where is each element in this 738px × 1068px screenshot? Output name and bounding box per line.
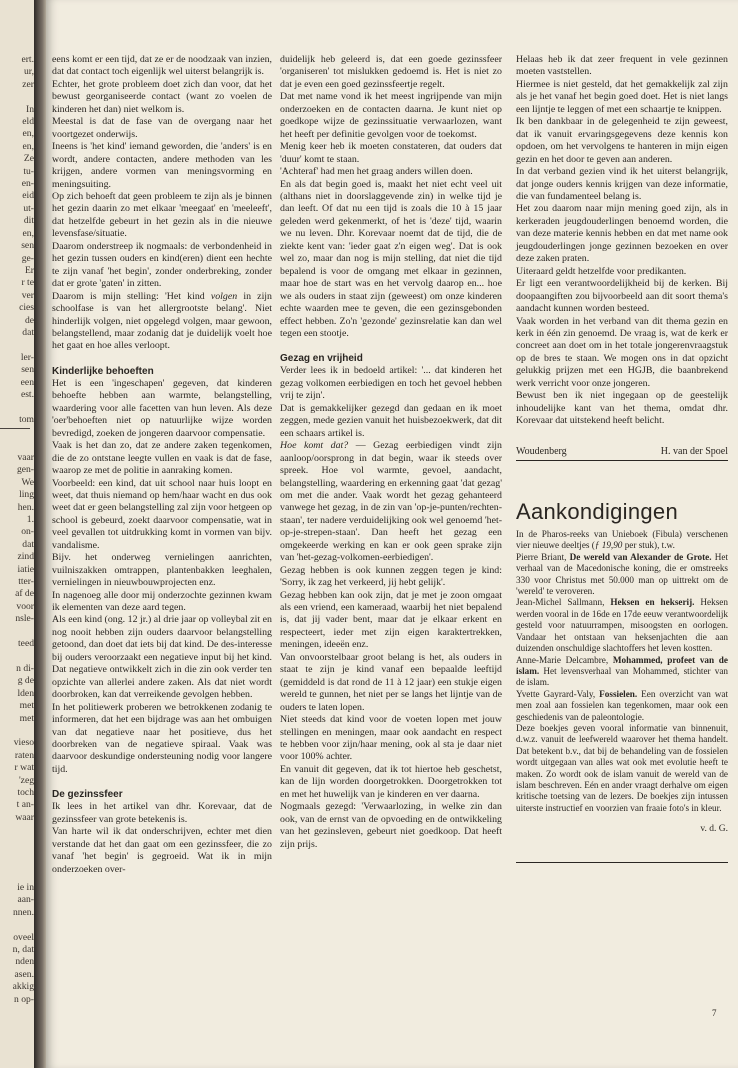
announcement-item [516, 597, 728, 654]
fragment-line: ler- [20, 351, 34, 363]
fragment-line: waar [15, 811, 34, 823]
fragment-line [2, 91, 34, 103]
section-heading: Gezag en vrijheid [280, 353, 363, 365]
announcement-divider [516, 862, 728, 863]
previous-page-strip [0, 0, 34, 1068]
fragment-line: on- [21, 526, 34, 538]
fragment-line [2, 626, 34, 638]
paragraph: eens komt er een tijd, dat ze er de noodzaak van inzien, dat dat contact toch eigenlijk wel uiterst belangrijk is. [52, 54, 272, 78]
paragraph: duidelijk heb geleerd is, dat een goede gezinssfeer 'organiseren' tot mislukken gedoemd is. Het is niet zo dat je even een goed gezinssfeertje regelt. [280, 54, 502, 90]
fragment-line: en, [22, 227, 34, 239]
paragraph: Helaas heb ik dat zeer frequent in vele gezinnen moeten vaststellen. [516, 54, 728, 78]
fragment-line: nden [15, 956, 34, 968]
fragment-line: en- [21, 178, 34, 190]
announcement-paragraph: Deze boekjes geven vooral informatie van binnenuit, d.w.z. vanuit de leefwereld waarover het thema handelt. Dat betekent b.v., dat bij de behandeling van de fossielen wordt uitgegaan van alles wat ook met evolutie heeft te maken. Zo wordt ook de islam vanuit de wereld van de islam beschreven. Eén en ander vraagt derhalve om eigen kritische toetsing van de lezers. De boekjes zijn intussen uiterste instructief en voorzien van fraaie foto's in kleur. [516, 722, 728, 813]
paragraph: In het politiewerk proberen we betrokkenen zodanig te informeren, dat het een bijdrage was aan het ombuigen van dat negatieve naar het positieve, dus het doorbreken van de negatieve spiraal. Vaak was daarvoor deskundige ondersteuning nodig voor langere tijd. [52, 701, 272, 775]
fragment-line: oveel [13, 931, 34, 943]
fragment-line: aan- [17, 894, 34, 906]
fragment-line: dat [22, 326, 34, 338]
signature-place: Woudenberg [516, 445, 567, 457]
fragment-line: met [19, 700, 34, 712]
fragment-line: vieso [13, 737, 34, 749]
book-author: Anne-Marie Delcambre, [516, 654, 613, 665]
fragment-line: Ze [23, 153, 34, 165]
book-title: Fossielen. [599, 688, 638, 699]
paragraph: Bijv. het onderweg vernielingen aanrichten, vuilniszakken omtrappen, plantenbakken leeghalen, vernielingen in nieuwbouwprojecten enz. [52, 552, 272, 589]
fragment-line: 1. [26, 514, 34, 526]
paragraph: Op zich behoeft dat geen probleem te zijn als je binnen het gezin daarin zo met elkaar 'meegaat' en 'meeleeft', dat hetzelfde gebeurt in het gezin als in die nieuwe levensfase/situatie. [52, 190, 272, 240]
paragraph: In nagenoeg alle door mij onderzochte gezinnen kwam ik elementen van deze aard tegen. [52, 589, 272, 614]
paragraph: Er ligt een verantwoordelijkheid bij de kerken. Bij doopaangiften zou bijvoorbeeld aan dit soort thema's aandacht kunnen worden besteed. [516, 278, 728, 315]
fragment-line: met [19, 712, 34, 724]
section-heading: Kinderlijke behoeften [52, 365, 154, 377]
paragraph: Het is een 'ingeschapen' gegeven, dat kinderen behoefte hebben aan warmte, belangstelling, waardering voor alle facetten van hun leven. Als deze 'oer'behoeften niet op natuurlijke wijze worden bevredigd, zoeken de jongeren daarvoor compensatie. [52, 377, 272, 439]
book-author: Yvette Gayrard-Valy, [516, 688, 600, 699]
announcement-intro [516, 529, 728, 552]
fragment-line: de [24, 314, 34, 326]
fragment-line: lden [17, 687, 34, 699]
text: Daarom is mijn stelling: 'Het kind [52, 290, 211, 302]
book-author: Jean-Michel Sallmann, [516, 597, 611, 608]
paragraph: 'Achteraf' had men het graag anders willen doen. [280, 166, 473, 178]
fragment-line: teed [18, 638, 34, 650]
fragment-line: In [26, 103, 34, 115]
text: per stuk), t.w. [622, 540, 675, 551]
fragment-line: af de [15, 588, 34, 600]
book-description: Heksen werden vooral in de 16de en 17de eeuw verantwoordelijk gesteld voor natuurrampen, misoogsten en oorlogen. Vandaar het ontstaan van heksenjachten die aan duizenden onschuldige slachtoffers het leven kostten. [516, 597, 728, 654]
signature-name: H. van der Spoel [660, 445, 728, 457]
fragment-line: ie in [17, 882, 34, 893]
fragment-line: eid [22, 190, 34, 202]
paragraph: Hiermee is niet gesteld, dat het gemakkelijk zal zijn als je het vanaf het begin goed doet. Het is niet langs een lijntje te leggen of met een schaartje te knippen. [516, 78, 728, 115]
book-description: Een overzicht van wat men zoal aan fossielen kan tegenkomen, maar ook een geschiedenis van de paleontologie. [516, 688, 728, 722]
fragment-line: nnen. [12, 906, 34, 918]
announcements-body [516, 529, 728, 863]
fragment-line: sen [21, 240, 34, 252]
fragment-line: hen. [17, 501, 34, 513]
paragraph: Echter, het grote probleem doet zich dan voor, dat het bewust georganiseerde contact (want zo voelen de kinderen het dan) niet welkom is. [52, 78, 272, 115]
fragment-line [2, 919, 34, 931]
fragment-line: vaar [17, 452, 34, 463]
paragraph: Vaak worden in het verband van dit thema gezin en kerk in één zin genoemd. De vraag is, wat de kerk er concreet aan doet om in het totale jongerenvraagstuk op de bres te staan. We mogen ons in dat opzicht gelukkig prijzen met een HGJB, die baanbrekend werk verricht voor onze jongeren. [516, 315, 728, 389]
fragment-line: n di- [16, 662, 34, 674]
fragment-line: iatie [17, 563, 34, 575]
fragment-line: raten [14, 749, 34, 761]
paragraph: Vaak is het dan zo, dat ze andere zaken tegenkomen, die de zo ontstane leegte vullen en vaak is dat de fase, waarop ze met de politie in aanraking komen. [52, 440, 272, 477]
paragraph: Menig keer heb ik moeten constateren, dat ouders dat 'duur' komt te staan. [280, 141, 502, 165]
fragment-line: asen. [14, 968, 34, 980]
fragment-line: ur, [23, 66, 34, 78]
fragment-line: eld [22, 116, 34, 128]
article-column-1 [52, 54, 272, 876]
book-title: De wereld van Alexander de Grote. [569, 551, 712, 562]
fragment-line: n, dat [12, 944, 34, 956]
fragment-divider [0, 428, 30, 429]
paragraph [52, 291, 272, 353]
fragment-line: zer [22, 78, 34, 90]
fragment-line: 'zeg [18, 774, 34, 786]
fragment-line: tter- [18, 576, 34, 588]
fragment-line: ert. [21, 54, 34, 65]
fragment-line: ge- [21, 252, 34, 264]
fragment-line: ling [19, 489, 34, 501]
fragment-line: We [21, 476, 34, 488]
magazine-page [46, 0, 738, 1068]
fragment-line: en, [22, 140, 34, 152]
fragment-line: dit [23, 215, 34, 227]
fragment-line: en, [22, 128, 34, 140]
previous-page-fragment-middle [2, 452, 34, 824]
fragment-line: zind [17, 551, 34, 563]
fragment-line [2, 339, 34, 351]
paragraph: Bewust ben ik niet ingegaan op de geestelijk inhoudelijke kant van het thema, omdat dhr. Korevaar dat uitstekend heeft belicht. [516, 390, 728, 427]
paragraph: En vanuit dit gegeven, dat ik tot hiertoe heb geschetst, kan de lijn worden doorgetrokken. Doorgetrokken tot en met het huwelijk van je kinderen en ver daarna. [280, 763, 502, 800]
text: in zijn schoolfase is van het allergrootste belang'. Niet hinderlijk volgen, niet opgelegd volgen, maar gewoon, belangstellend, maar zodanig dat je duidelijk voelt hoe het gaat en hoe alles verloopt. [52, 290, 272, 352]
paragraph: Gezag hebben kan ook zijn, dat je met je zoon omgaat als een vriend, een kameraad, waarbij het niet bepalend is, dat jij vader bent, maar dat je elkaar erkent en respecteert, ieder met zijn eigen karaktertrekken, meningen, ideeën enz. [280, 589, 502, 651]
fragment-line: gen- [16, 464, 34, 476]
fragment-line: n op- [14, 993, 34, 1005]
emphasis: volgen [210, 290, 238, 302]
fragment-line [2, 725, 34, 737]
fragment-line: een [20, 376, 34, 388]
article-column-3 [516, 54, 728, 863]
book-description: Het levensverhaal van Mohammed, stichter van de islam. [516, 665, 728, 688]
fragment-line: nsle- [15, 613, 34, 625]
previous-page-fragment-top [2, 54, 34, 426]
paragraph: In dat verband gezien vind ik het uiterst belangrijk, dat jonge ouders kennis krijgen van deze informatie, die van fundamenteel belang is. [516, 166, 728, 202]
paragraph: Dat is gemakkelijker gezegd dan gedaan en ik moet zeggen, mede gezien vanuit het huisbezoekwerk, dat dit een schaars artikel is. [280, 402, 502, 439]
fragment-line: tom [19, 413, 34, 425]
text: In de Pharos-reeks van Unieboek (Fibula) verschenen vier nieuwe deeltjes ( [516, 529, 728, 551]
fragment-line: r te [21, 277, 34, 289]
paragraph: Ik ben dankbaar in de gelegenheid te zijn geweest, dat ik vanuit ervaringsgegevens deze kennis kon opdoen, om het vervolgens te hanteren in mijn eigen gezin en het door te geven aan anderen. [516, 116, 728, 165]
paragraph: Het zou daarom naar mijn mening goed zijn, als in kerkeraden jeugdouderlingen benoemd worden, die van deze materie kennis hebben en dat met name ook jeugdouderlingen jonge gezinnen bezoeken en over deze zaken praten. [516, 203, 728, 265]
paragraph: Als een kind (ong. 12 jr.) al drie jaar op volleybal zit en nog nooit hebben zijn ouders daarvoor belangstelling getoond, dan doet dat iets bij dat kind. De des-interesse bij ouders veroorzaakt een negatieve input bij het kind. Dat negatieve ontwikkelt zich in die zin ook verder ten opzichte van allerlei andere zaken. Als dat niet wordt doorbroken, kan dat verreikende gevolgen hebben. [52, 614, 272, 701]
book-author: Pierre Briant, [516, 551, 570, 562]
book-title: Mohammed, profeet van de islam. [516, 654, 728, 676]
paragraph: Nogmaals gezegd: 'Verwaarlozing, in welke zin dan ook, van de ernst van de opvoeding en de ontwikkeling van het gezinsleven, gebeurt niet goedkoop. Dat heeft zijn prijs. [280, 801, 502, 850]
paragraph: Van harte wil ik dat onderschrijven, echter met dien verstande dat het dan gaat om een gezinssfeer, die zo vanaf 'het begin' is gegroeid. Wat ik in mijn onderzoeken over- [52, 826, 272, 875]
page-number: 7 [712, 1008, 717, 1018]
book-title: Heksen en hekserij. [610, 597, 695, 608]
fragment-line: voor [16, 600, 34, 612]
fragment-line: ver [21, 289, 34, 301]
text: — Gezag eerbiedigen vindt zijn aanloop/oorsprong in dat begin, waar ik steeds over spreek. Hoe vol warmte, gevoel, aandacht, belangstelling, waardering en erkenning gaat 'dat gezag' om met die ander. Vaak wordt het gezag gehanteerd vanwege het gezag, in de zin van 'op-je-punten/rechten-staan', ter nadere verduidelijking ook wel genoemd 'het-op-je-strepen-staan'. Dan heeft het gezag een omgekeerde werking en kan er ook geen sprake zijn van 'het-gezag-volkomen-eerbiedigen'. [280, 440, 502, 564]
fragment-line: cies [19, 302, 34, 314]
fragment-line [2, 651, 34, 663]
paragraph: En als dat begin goed is, maakt het niet echt veel uit (althans niet in doorslaggevende zin) in welke tijd je dan leeft. Of dat nu een tijd is zoals die 10 à 15 jaar geleden werd gekenmerkt, of het is 'deze' tijd, waarin we nu leven. Dhr. Korevaar noemt dat de tijd, die de ziekte kent van: 'ieder gaat z'n eigen weg'. Dat is ook wel zo, maar dan nog is mijn stelling, dat niet die tijd bepalend is voor de omgang met elkaar in gezinnen, maar hoe de start was en het vervolg daarop en... hoe we als ouders in staat zijn (geweest) om onze kinderen echte waarden mee te geven, die een gezinsgebonden effect hebben. Zo'n 'gezonde' gezinsrelatie kan dan wel tegen een stootje. [280, 178, 502, 339]
announcement-item [516, 689, 728, 723]
fragment-line: est. [20, 388, 34, 400]
emphasis: Hoe komt dat? [280, 440, 349, 452]
paragraph: Uiteraard geldt hetzelfde voor predikanten. [516, 265, 687, 277]
fragment-line: ut- [23, 202, 34, 214]
paragraph: Ineens is 'het kind' iemand geworden, die 'anders' is en wordt, andere contacten, andere methoden van les krijgen, andere vormen van meningsvorming en meningsuiting. [52, 141, 272, 190]
announcements-title: Aankondigingen [516, 499, 679, 525]
fragment-line: akkig [12, 981, 34, 993]
price: ƒ 19,90 [594, 540, 623, 551]
paragraph: Niet steeds dat kind voor de voeten lopen met jouw stellingen en meningen, maar ook aandacht en respect te hebben voor zijn/haar mening, ook al sta je daar niet voor 100% achter. [280, 714, 502, 763]
fragment-line: r wat [14, 762, 34, 774]
fragment-line: t an- [16, 799, 34, 811]
article-column-2 [280, 54, 502, 851]
announcement-item [516, 655, 728, 689]
fragment-line: Er [24, 264, 34, 276]
paragraph: Verder lees ik in bedoeld artikel: '... dat kinderen het gezag volkomen eerbiedigen en toch het gevoel hebben vrij te zijn'. [280, 365, 502, 402]
announcement-item [516, 552, 728, 598]
fragment-line: dat [22, 538, 34, 550]
fragment-line: sen [21, 364, 34, 376]
fragment-line [2, 401, 34, 413]
paragraph: Meestal is dat de fase van de overgang naar het voortgezet onderwijs. [52, 116, 272, 140]
fragment-line: toch [17, 786, 34, 798]
paragraph: Dat met name vond ik het meest ingrijpende van mijn onderzoeken en de contacten daarna. Je kunt niet op goedkope wijze de gezinssituatie verwaarlozen, want het heeft per definitie gevolgen voor de toekomst. [280, 91, 502, 140]
paragraph: Daarom onderstreep ik nogmaals: de verbondenheid in het gezin tussen ouders en kind(eren) dient een hechte te zijn vanaf 'het begin', zonder onderbreking, zonder dat er grote 'gaten' in zitten. [52, 240, 272, 290]
paragraph: Gezag hebben is ook kunnen zeggen tegen je kind: 'Sorry, ik zag het verkeerd, jij hebt gelijk'. [280, 564, 502, 589]
paragraph: Ik lees in het artikel van dhr. Korevaar, dat de gezinssfeer van grote betekenis is. [52, 801, 272, 825]
book-description: Het verhaal van de Macedonische koning, die er omstreeks 330 voor Christus met 50.000 man op uittrekt om de 'wereld' te veroveren. [516, 551, 729, 597]
fragment-line: g de [17, 675, 34, 687]
fragment-line: tu- [23, 165, 34, 177]
section-heading: De gezinssfeer [52, 789, 123, 801]
paragraph: Van onvoorstelbaar groot belang is het, als ouders in staat te zijn je kind vanaf een bepaalde leeftijd (gemiddeld is dat rond de 11 à 12 jaar) een stukje eigen wereld te gunnen, het niet per se langs het lijntje van de ouders te laten lopen. [280, 651, 502, 713]
paragraph [280, 440, 502, 565]
paragraph: Voorbeeld: een kind, dat uit school naar huis loopt en weet, dat thuis niemand op hem/haar wacht en dus ook weet dat er geen belangstelling zal zijn voor hetgeen op school is gebeurd, zoekt daarvoor compensatie, wat in veel gevallen tot uitdrukking komt in vormen van bijv. vandalisme. [52, 477, 272, 551]
announcement-signature: v. d. G. [700, 824, 728, 835]
previous-page-fragment-bottom [2, 882, 34, 1006]
author-signature [516, 446, 728, 461]
